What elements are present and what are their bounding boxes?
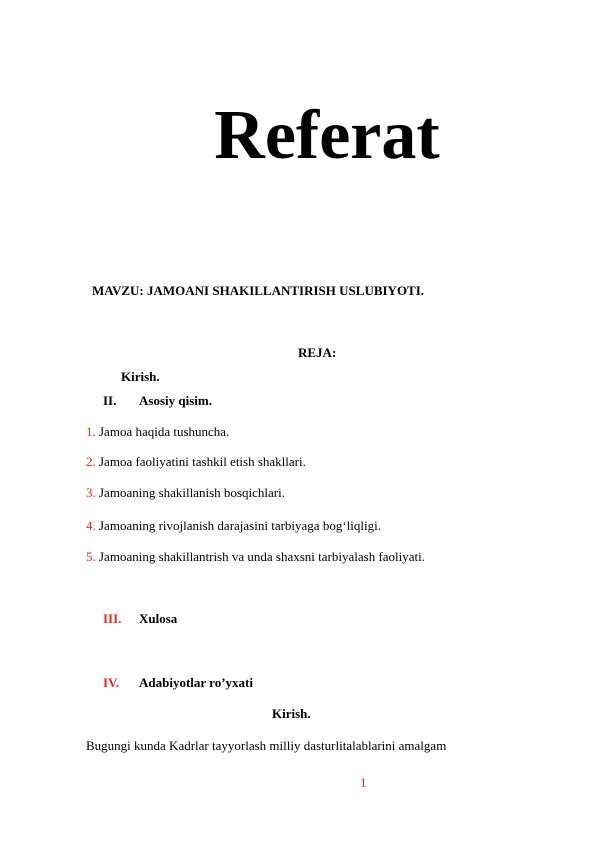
intro-heading: Kirish. — [272, 706, 311, 721]
section-number: II. — [103, 393, 117, 408]
references-section-heading — [0, 675, 596, 693]
section-label: Asosiy qisim. — [139, 393, 212, 408]
plan-list-item — [86, 454, 306, 470]
section-label: Adabiyotlar ro’yxati — [139, 675, 253, 690]
plan-list-item — [86, 518, 381, 534]
item-number: 4. — [86, 518, 96, 533]
plan-heading: REJA: — [298, 345, 337, 360]
item-text: Jamoaning shakillanish bosqichlari. — [99, 485, 285, 500]
item-text: Jamoaning rivojlanish darajasini tarbiyaga bog‘liqligi. — [99, 518, 381, 533]
item-number: 1. — [86, 424, 96, 439]
item-number: 5. — [86, 549, 96, 564]
conclusion-section-heading — [0, 611, 596, 629]
section-label: Xulosa — [139, 611, 178, 626]
document-title: Referat — [214, 97, 440, 174]
item-text: Jamoa haqida tushuncha. — [99, 424, 230, 439]
topic-line: MAVZU: JAMOANI SHAKILLANTIRISH USLUBIYOTI. — [92, 283, 425, 298]
item-number: 2. — [86, 454, 96, 469]
body-paragraph: Bugungi kunda Kadrlar tayyorlash milliy dasturlitalablarini amalgam — [86, 738, 447, 753]
plan-list-item — [86, 424, 229, 440]
section-number: IV. — [103, 675, 120, 690]
plan-list-item — [86, 549, 425, 565]
plan-list-item — [86, 485, 285, 501]
item-text: Jamoa faoliyatini tashkil etish shakllari. — [99, 454, 306, 469]
item-text: Jamoaning shakillantrish va unda shaxsni tarbiyalash faoliyati. — [99, 549, 426, 564]
page-number: 1 — [360, 775, 367, 790]
plan-intro-item: Kirish. — [121, 369, 160, 384]
section-number: III. — [103, 611, 122, 626]
main-section-heading — [0, 393, 596, 411]
item-number: 3. — [86, 485, 96, 500]
